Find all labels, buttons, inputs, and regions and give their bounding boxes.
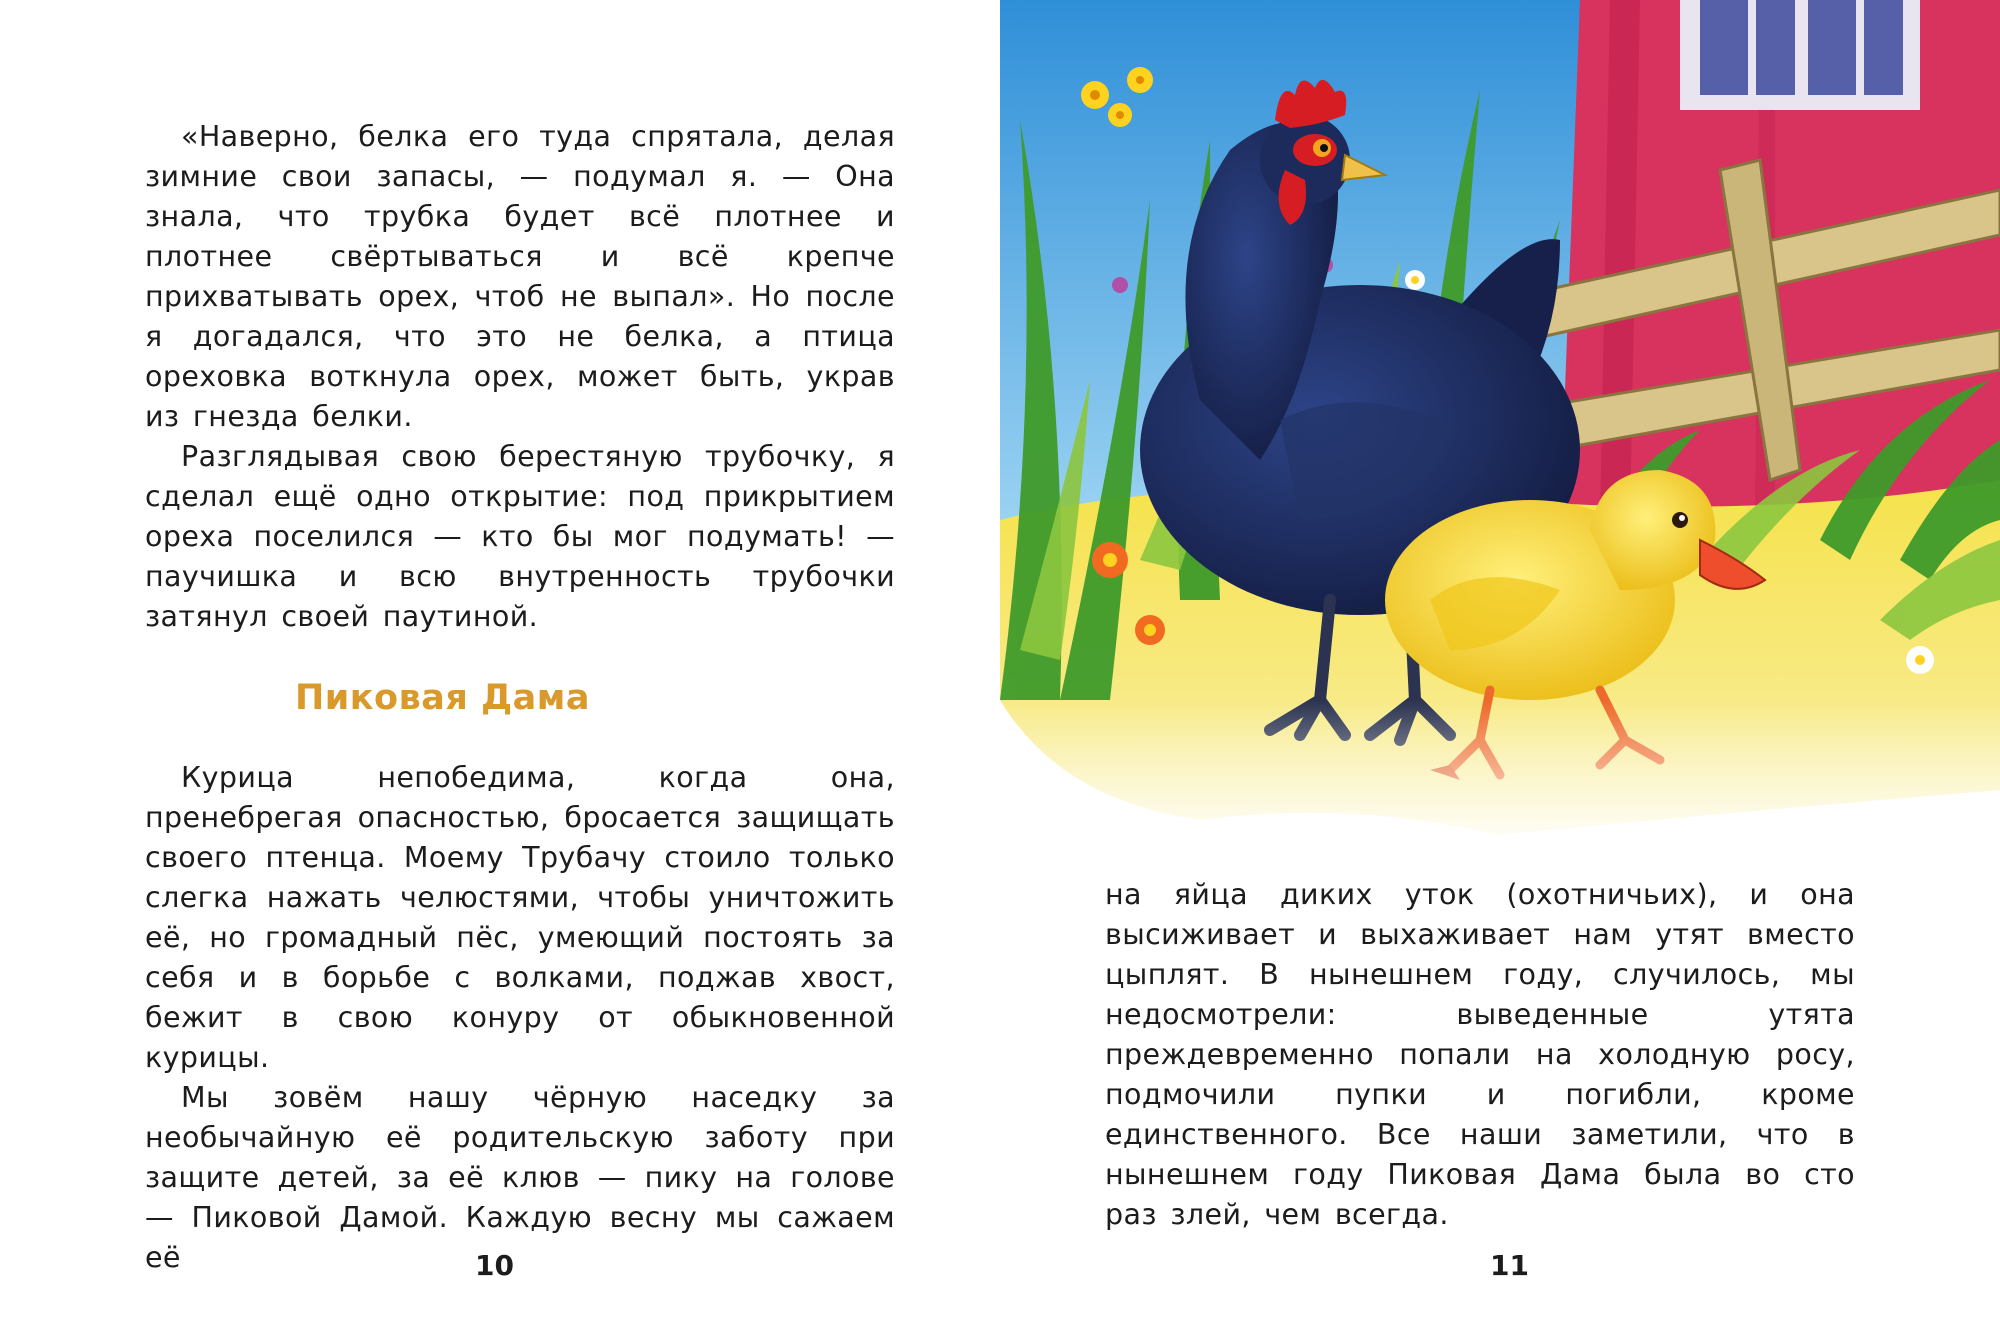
hen-and-duckling-illustration [1000, 0, 2000, 855]
right-page [1000, 0, 2000, 1344]
text-block-top [145, 117, 895, 637]
paragraph: Мы зовём нашу чёрную наседку за необычайную её родительскую заботу при защите детей, за её клюв — пику на голове — Пиковой Дамой. Каждую весну мы сажаем её [145, 1081, 895, 1274]
paragraph: Разглядывая свою берестяную трубочку, я сделал ещё одно открытие: под прикрытием ореха поселился — кто бы мог подумать! — паучишка и всю внутренность трубочки затянул своей паутиной. [145, 440, 895, 633]
page-number: 11 [1490, 1249, 1529, 1282]
text-block-bottom [145, 758, 895, 1278]
paragraph: «Наверно, белка его туда спрятала, делая зимние свои запасы, — подумал я. — Она знала, что трубка будет всё плотнее и плотнее свёртываться и всё крепче прихватывать орех, чтоб не выпал». Но после я догадался, что это не белка, а птица ореховка воткнула орех, может быть, украв из гнезда белки. [145, 120, 895, 433]
text-block-right [1105, 875, 1855, 1235]
chapter-title: Пиковая Дама [294, 678, 591, 718]
paragraph: на яйца диких уток (охотничьих), и она высиживает и выхаживает нам утят вместо цыплят. В нынешнем году, случилось, мы недосмотрели: выведенные утята преждевременно попали на холодную росу, подмочили пупки и погибли, кроме единственного. Все наши заметили, что в нынешнем году Пиковая Дама была во сто раз злей, чем всегда. [1105, 878, 1855, 1231]
page-number: 10 [475, 1249, 514, 1282]
paragraph: Курица непобедима, когда она, пренебрегая опасностью, бросается защищать своего птенца. Моему Трубачу стоило только слегка нажать челюстями, чтобы уничтожить её, но громадный пёс, умеющий постоять за себя и в борьбе с волками, поджав хвост, бежит в свою конуру от обыкновенной курицы. [145, 761, 895, 1074]
